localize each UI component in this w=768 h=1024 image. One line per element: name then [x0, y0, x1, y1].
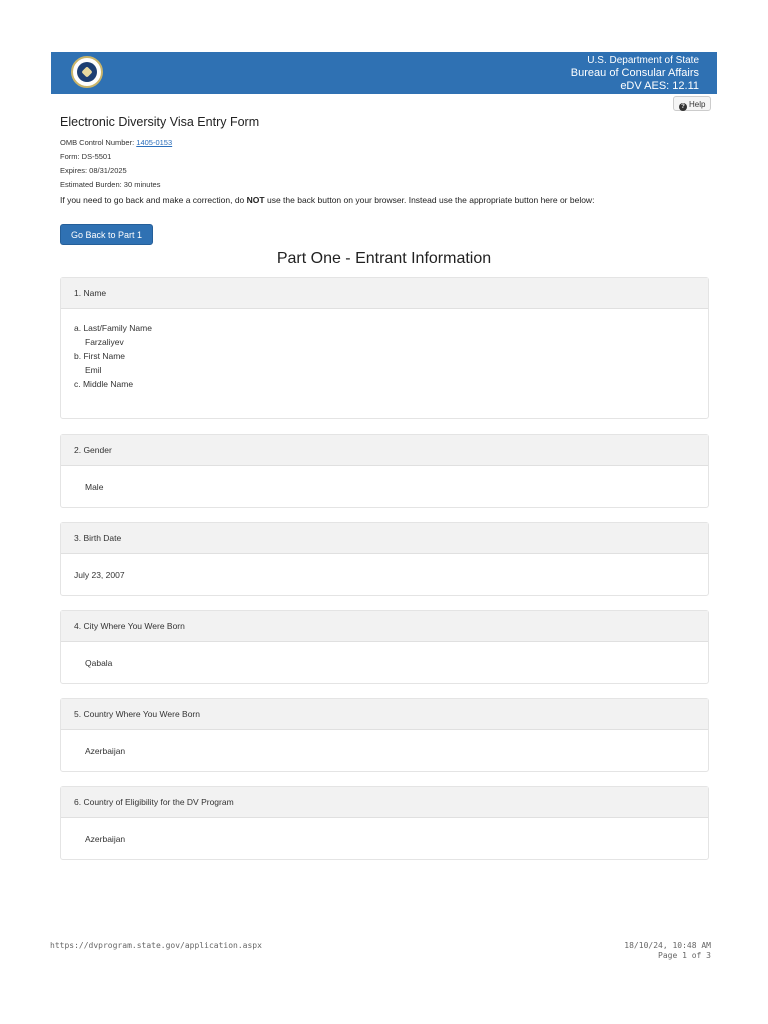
eligibility-country-value: Azerbaijan: [85, 834, 126, 844]
header-version: eDV AES: 12.11: [620, 80, 699, 92]
first-name-label: b. First Name: [74, 351, 126, 361]
header-bureau: Bureau of Consular Affairs: [570, 67, 699, 79]
gender-heading: 2. Gender: [61, 435, 708, 466]
birth-country-value: Azerbaijan: [85, 746, 126, 756]
birth-date-panel: [60, 522, 709, 596]
estimated-burden: Estimated Burden: 30 minutes: [60, 180, 161, 189]
state-department-seal-icon: [71, 56, 103, 88]
help-label: Help: [689, 100, 706, 109]
footer-meta: [624, 941, 711, 961]
birth-country-heading: 5. Country Where You Were Born: [61, 699, 708, 730]
gender-value: Male: [85, 482, 104, 492]
back-navigation-instructions: If you need to go back and make a correction, do NOT use the back button on your browser. Instead use the appropriate button here or below:: [60, 195, 595, 205]
question-icon: ?: [679, 103, 687, 111]
gender-panel: [60, 434, 709, 508]
go-back-to-part-1-button[interactable]: Go Back to Part 1: [60, 224, 153, 245]
birth-date-value: July 23, 2007: [74, 570, 125, 580]
footer-page-number: Page 1 of 3: [658, 951, 711, 960]
middle-name-label: c. Middle Name: [74, 379, 134, 389]
birth-city-value: Qabala: [85, 658, 113, 668]
header-agency-text: [571, 54, 699, 93]
eligibility-country-heading: 6. Country of Eligibility for the DV Program: [61, 787, 708, 818]
last-name-label: a. Last/Family Name: [74, 323, 152, 333]
expiration-date: Expires: 08/31/2025: [60, 166, 127, 175]
birth-date-heading: 3. Birth Date: [61, 523, 708, 554]
site-header: [51, 52, 717, 94]
omb-control-number: [60, 138, 172, 147]
eligibility-country-panel: [60, 786, 709, 860]
page-title: Electronic Diversity Visa Entry Form: [60, 115, 260, 129]
name-panel: [60, 277, 709, 419]
name-heading: 1. Name: [61, 278, 708, 309]
birth-country-panel: [60, 698, 709, 772]
help-button[interactable]: [673, 96, 711, 111]
last-name-value: Farzaliyev: [85, 337, 124, 347]
omb-label: OMB Control Number:: [60, 138, 135, 147]
omb-number-link[interactable]: 1405-0153: [136, 138, 173, 147]
form-number: Form: DS-5501: [60, 152, 112, 161]
footer-timestamp: 18/10/24, 10:48 AM: [624, 941, 711, 950]
header-department: U.S. Department of State: [587, 55, 699, 66]
first-name-value: Emil: [85, 365, 102, 375]
footer-url: https://dvprogram.state.gov/application.aspx: [50, 941, 262, 950]
birth-city-panel: [60, 610, 709, 684]
birth-city-heading: 4. City Where You Were Born: [61, 611, 708, 642]
part-title: Part One - Entrant Information: [276, 250, 492, 267]
